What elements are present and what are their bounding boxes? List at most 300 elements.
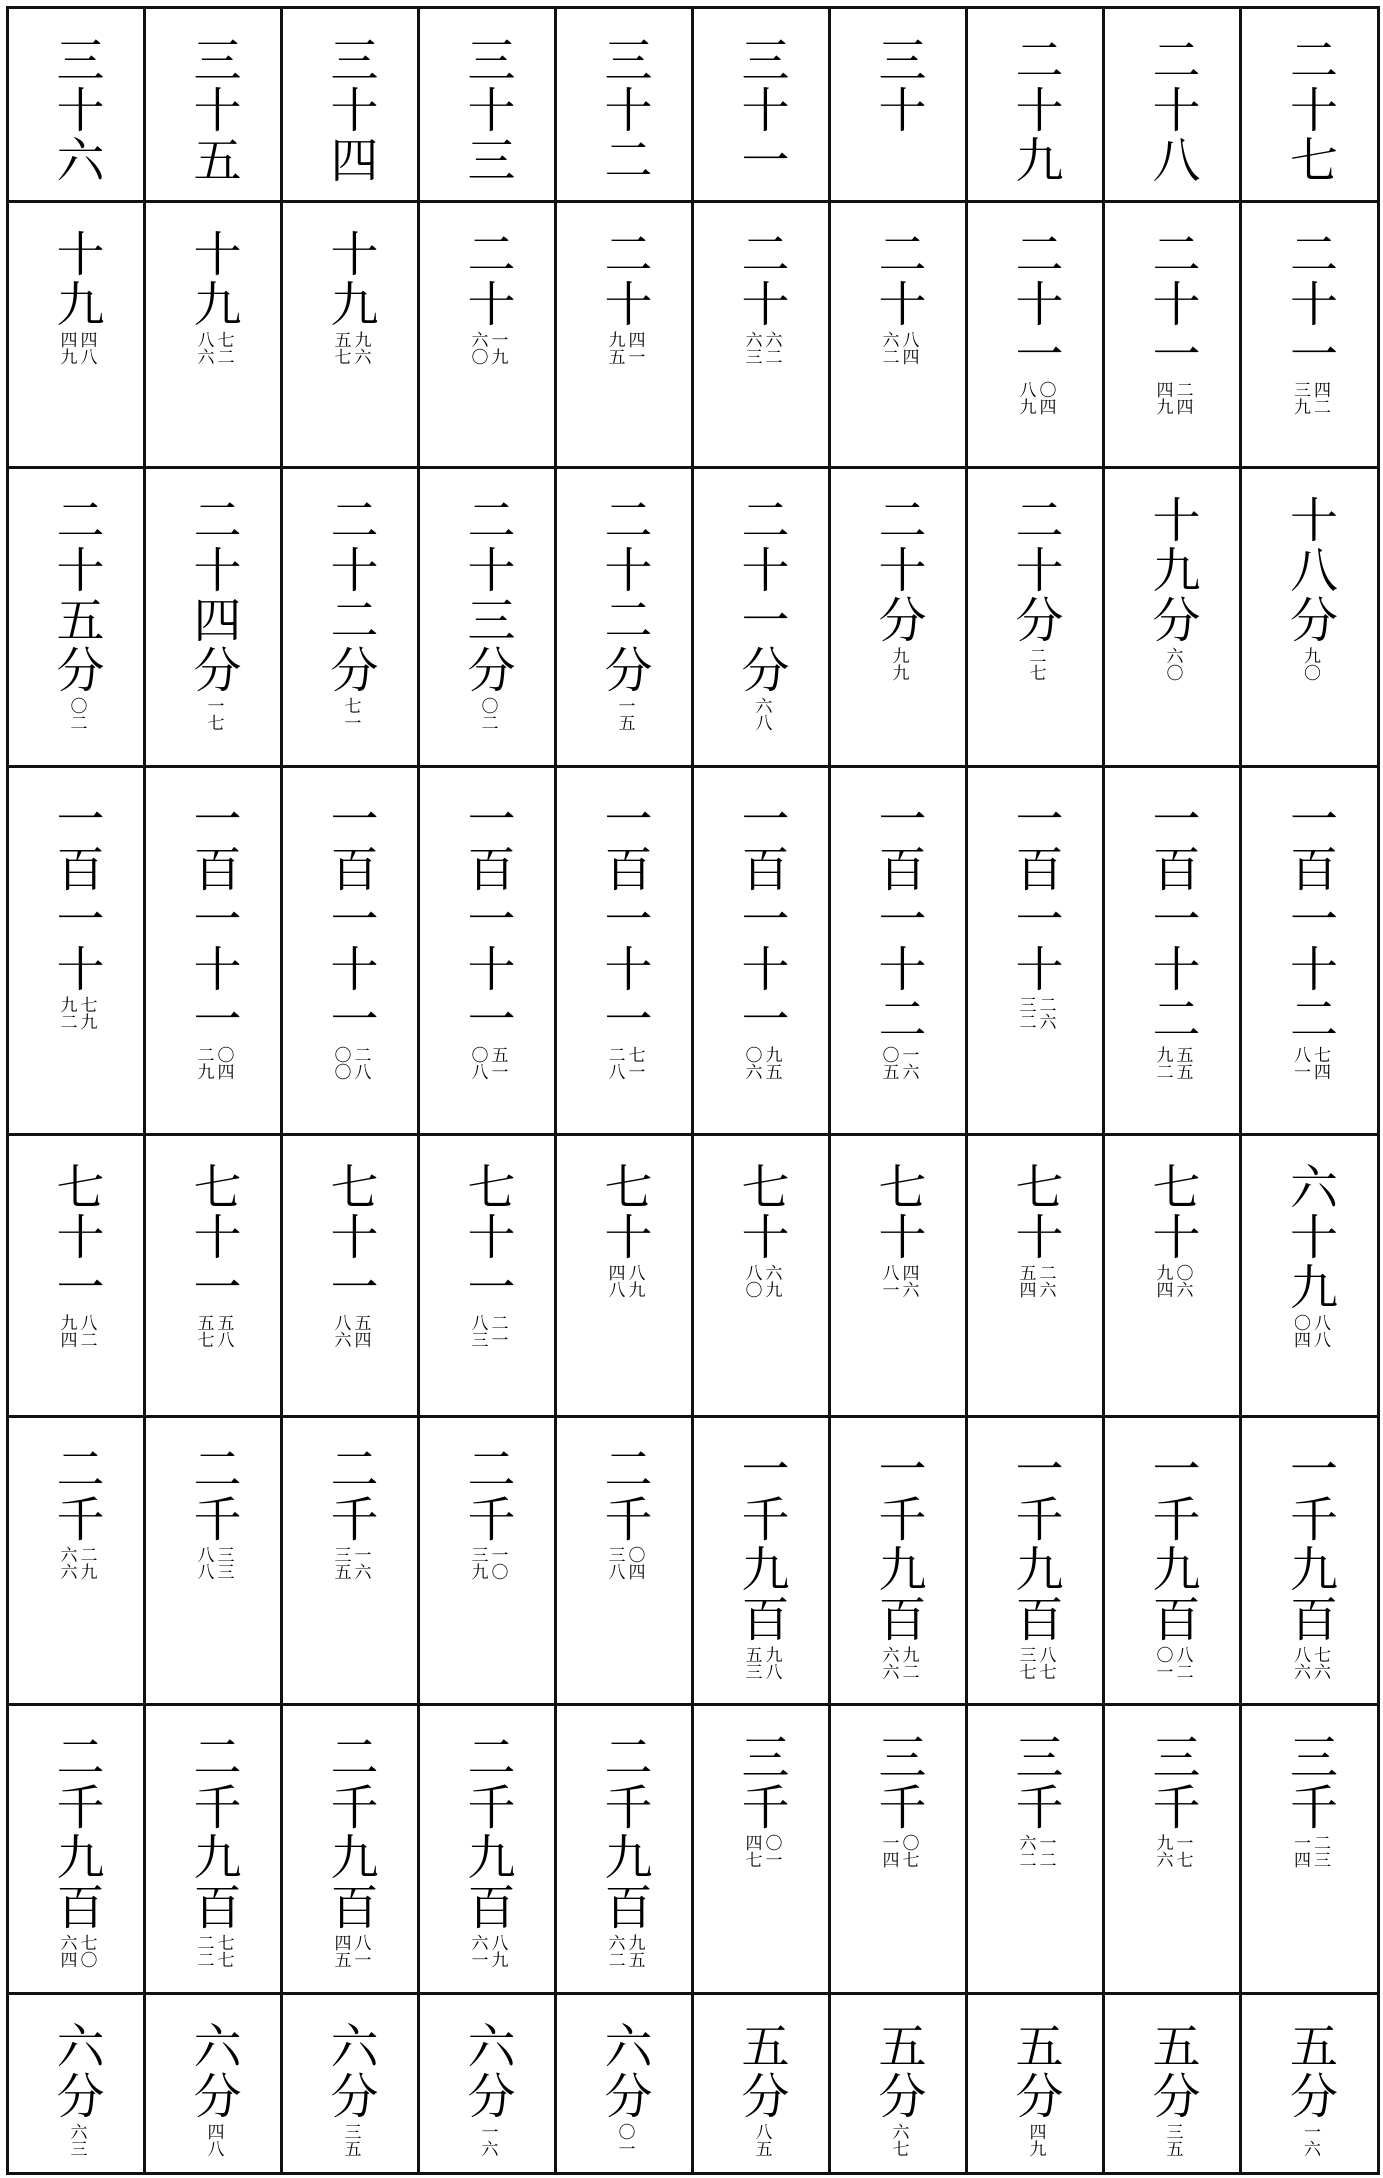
cell-content [968, 469, 1102, 681]
table-cell [282, 1135, 419, 1417]
cell-fraction-digits: 三九 [1290, 381, 1310, 415]
cell-fraction-digits: 八六 [1290, 1646, 1310, 1680]
cell-content [420, 1706, 554, 1968]
cell-fraction-digits: 四九 [1025, 2123, 1046, 2157]
cell-main-text: 七十一 [322, 1162, 378, 1312]
cell-fraction [616, 697, 633, 731]
cell-content [1242, 9, 1377, 185]
cell-fraction-digits: 一九 [487, 331, 508, 365]
table-cell [8, 1135, 145, 1417]
cell-content [420, 9, 554, 185]
table-cell [693, 1994, 830, 2174]
cell-fraction-digits: 八一 [878, 1264, 899, 1298]
cell-main-text: 三十 [870, 35, 926, 135]
cell-fraction-digits: 二二 [193, 1934, 214, 1968]
cell-fraction-digits: 九六 [1152, 1834, 1173, 1868]
cell-content [9, 768, 143, 1030]
cell-fraction-digits: 〇六 [1172, 1264, 1193, 1298]
cell-content [694, 9, 828, 185]
table-cell [282, 1417, 419, 1705]
cell-fraction-digits: 五四 [1015, 1264, 1036, 1298]
table-row [8, 1994, 1379, 2174]
cell-fraction-digits: 五七 [330, 331, 351, 365]
cell-main-text: 三千 [733, 1732, 789, 1832]
cell-main-text: 五分 [1144, 2021, 1200, 2121]
cell-fraction-digits: 六七 [888, 2123, 909, 2157]
table-row [8, 1135, 1379, 1417]
cell-content [283, 768, 417, 1080]
table-cell [1104, 8, 1241, 202]
table-cell [1104, 202, 1241, 468]
cell-main-text: 二十五分 [48, 495, 104, 695]
cell-content [283, 1418, 417, 1580]
cell-content [694, 768, 828, 1080]
cell-content [831, 469, 965, 681]
table-cell [1241, 8, 1379, 202]
cell-fraction-digits: 九二 [1152, 1046, 1173, 1080]
cell-content [1105, 1136, 1239, 1298]
cell-fraction [1301, 2123, 1318, 2157]
cell-fraction-digits: 五四 [350, 1314, 371, 1348]
cell-content [694, 1418, 828, 1680]
cell-content [9, 9, 143, 185]
cell-main-text: 二千九百 [596, 1732, 652, 1932]
cell-content [420, 768, 554, 1080]
cell-fraction [205, 697, 222, 731]
cell-fraction-digits: 九四 [1152, 1264, 1173, 1298]
cell-fraction-digits: 七四 [1310, 1046, 1330, 1080]
cell-content [694, 469, 828, 731]
cell-fraction [195, 1546, 232, 1580]
cell-main-text: 二十四分 [185, 495, 241, 695]
cell-main-text: 七十 [870, 1162, 926, 1262]
cell-content [968, 768, 1102, 1030]
table-cell [282, 767, 419, 1135]
cell-fraction-digits: 六二 [1015, 1834, 1036, 1868]
cell-fraction-digits: 八三 [467, 1314, 488, 1348]
table-cell [8, 1994, 145, 2174]
cell-content [283, 9, 417, 185]
cell-fraction [1017, 1646, 1054, 1680]
cell-main-text: 七十 [1144, 1162, 1200, 1262]
table-cell [1241, 1994, 1379, 2174]
table-cell [8, 202, 145, 468]
table-cell [967, 8, 1104, 202]
cell-fraction [332, 1314, 369, 1348]
table-cell [830, 767, 967, 1135]
cell-content [557, 469, 691, 731]
cell-content [968, 9, 1102, 185]
cell-main-text: 三十二 [596, 35, 652, 185]
cell-fraction-digits: 七一 [624, 1046, 645, 1080]
cell-main-text: 二千九百 [48, 1732, 104, 1932]
table-cell [145, 1994, 282, 2174]
cell-fraction [58, 331, 95, 365]
cell-content [1242, 469, 1377, 681]
cell-main-text: 一百一十二 [870, 794, 926, 1044]
cell-fraction [743, 331, 780, 365]
cell-fraction-digits: 六二 [604, 1934, 625, 1968]
cell-fraction-digits: 四五 [330, 1934, 351, 1968]
cell-fraction [880, 331, 917, 365]
cell-fraction [332, 331, 369, 365]
cell-main-text: 二十一 [1281, 229, 1338, 379]
table-cell [145, 8, 282, 202]
cell-fraction-digits: 一七 [203, 697, 224, 731]
cell-content [1105, 203, 1239, 415]
cell-fraction [479, 697, 496, 731]
cell-fraction-digits: 七九 [76, 996, 97, 1030]
cell-fraction-digits: 九九 [888, 647, 909, 681]
cell-content [694, 1995, 828, 2157]
cell-main-text: 二十二分 [322, 495, 378, 695]
cell-fraction-digits: 三五 [330, 1546, 351, 1580]
cell-content [831, 1706, 965, 1868]
table-cell [282, 1705, 419, 1994]
cell-fraction-digits: 〇七 [898, 1834, 919, 1868]
cell-content [283, 1706, 417, 1968]
cell-fraction-digits: 五五 [1172, 1046, 1193, 1080]
cell-fraction-digits: 〇四 [1290, 1314, 1310, 1348]
cell-fraction-digits: 七〇 [76, 1934, 97, 1968]
cell-main-text: 七十 [1007, 1162, 1063, 1262]
cell-fraction-digits: 四八 [76, 331, 97, 365]
cell-fraction-digits: 六三 [741, 331, 762, 365]
table-cell [419, 1994, 556, 2174]
cell-fraction [332, 1934, 369, 1968]
cell-fraction [58, 1934, 95, 1968]
cell-main-text: 三十五 [185, 35, 241, 185]
cell-fraction-digits: 一六 [477, 2123, 498, 2157]
cell-fraction-digits: 三三 [213, 1546, 234, 1580]
table-cell [1241, 767, 1379, 1135]
cell-content [9, 203, 143, 365]
cell-fraction [1301, 647, 1318, 681]
cell-fraction-digits: 四七 [741, 1834, 762, 1868]
cell-content [9, 1136, 143, 1348]
table-cell [693, 1705, 830, 1994]
cell-fraction [880, 1646, 917, 1680]
table-cell [693, 8, 830, 202]
cell-content [420, 1418, 554, 1580]
cell-main-text: 三千 [1007, 1732, 1063, 1832]
table-cell [830, 468, 967, 767]
cell-content [420, 1136, 554, 1348]
cell-fraction [195, 1934, 232, 1968]
cell-fraction-digits: 八一 [1290, 1046, 1310, 1080]
cell-fraction [606, 1546, 643, 1580]
cell-fraction [479, 2123, 496, 2157]
cell-main-text: 二十 [596, 229, 652, 329]
cell-content [1242, 1418, 1377, 1680]
cell-content [968, 203, 1102, 415]
cell-main-text: 三千 [1144, 1732, 1200, 1832]
cell-main-text: 十八分 [1281, 495, 1338, 645]
cell-main-text: 二千九百 [185, 1732, 241, 1932]
cell-fraction-digits: 〇一 [614, 2123, 635, 2157]
cell-main-text: 二十九 [1007, 35, 1063, 185]
cell-main-text: 五分 [1007, 2021, 1063, 2121]
table-cell [1104, 1417, 1241, 1705]
cell-fraction [469, 1314, 506, 1348]
cell-fraction-digits: 七七 [213, 1934, 234, 1968]
cell-content [557, 1418, 691, 1580]
cell-content [146, 1706, 280, 1968]
cell-fraction-digits: 二九 [193, 1046, 214, 1080]
cell-fraction [606, 1264, 643, 1298]
table-row [8, 8, 1379, 202]
cell-main-text: 一千九百 [1144, 1444, 1200, 1644]
cell-main-text: 二十七 [1281, 35, 1338, 185]
cell-fraction-digits: 四八 [203, 2123, 224, 2157]
table-cell [693, 1417, 830, 1705]
cell-fraction-digits: 〇六 [741, 1046, 762, 1080]
cell-main-text: 一千九百 [870, 1444, 926, 1644]
table-cell [830, 202, 967, 468]
table-cell [556, 468, 693, 767]
cell-main-text: 二十 [459, 229, 515, 329]
cell-main-text: 一百一十 [48, 794, 104, 994]
cell-fraction-digits: 七六 [1310, 1646, 1330, 1680]
cell-fraction-digits: 八七 [1035, 1646, 1056, 1680]
cell-fraction-digits: 七一 [340, 697, 361, 731]
table-cell [693, 202, 830, 468]
almanac-table [6, 6, 1380, 2175]
cell-fraction-digits: 四六 [898, 1264, 919, 1298]
cell-main-text: 一百一十二 [1281, 794, 1338, 1044]
cell-fraction-digits: 五一 [487, 1046, 508, 1080]
cell-fraction [1164, 2123, 1181, 2157]
cell-fraction-digits: 五三 [741, 1646, 762, 1680]
cell-fraction-digits: 八六 [193, 331, 214, 365]
cell-fraction-digits: 八二 [76, 1314, 97, 1348]
cell-main-text: 二十 [733, 229, 789, 329]
cell-content [1242, 203, 1377, 415]
cell-main-text: 二十三分 [459, 495, 515, 695]
cell-fraction [1154, 1646, 1191, 1680]
cell-fraction-digits: 三二 [1015, 996, 1036, 1030]
cell-main-text: 一百一十 [1007, 794, 1063, 994]
table-cell [1241, 1417, 1379, 1705]
cell-main-text: 三千 [870, 1732, 926, 1832]
table-cell [830, 1417, 967, 1705]
table-cell [556, 1994, 693, 2174]
cell-content [420, 469, 554, 731]
cell-fraction-digits: 九二 [898, 1646, 919, 1680]
table-row [8, 202, 1379, 468]
cell-content [831, 768, 965, 1080]
cell-fraction [469, 1546, 506, 1580]
cell-main-text: 三千 [1281, 1732, 1338, 1832]
cell-main-text: 六十九 [1281, 1162, 1338, 1312]
cell-main-text: 二千九百 [322, 1732, 378, 1932]
cell-content [831, 9, 965, 135]
cell-content [146, 1418, 280, 1580]
cell-fraction-digits: 九四 [56, 1314, 77, 1348]
table-cell [145, 468, 282, 767]
cell-fraction-digits: 二三 [1310, 1834, 1330, 1868]
cell-fraction [880, 1264, 917, 1298]
table-cell [830, 1705, 967, 1994]
cell-content [831, 1136, 965, 1298]
cell-fraction [890, 2123, 907, 2157]
cell-content [831, 1418, 965, 1680]
table-cell [145, 767, 282, 1135]
table-cell [145, 202, 282, 468]
table-cell [1104, 1135, 1241, 1417]
cell-fraction-digits: 〇〇 [330, 1046, 351, 1080]
cell-fraction-digits: 六〇 [1162, 647, 1183, 681]
table-cell [1241, 1705, 1379, 1994]
cell-fraction-digits: 九二 [56, 996, 77, 1030]
cell-main-text: 一百一十二 [1144, 794, 1200, 1044]
cell-main-text: 二千 [322, 1444, 378, 1544]
cell-fraction-digits: 六二 [761, 331, 782, 365]
cell-fraction [1291, 1646, 1328, 1680]
cell-main-text: 二十 [870, 229, 926, 329]
cell-content [968, 1706, 1102, 1868]
table-cell [1104, 468, 1241, 767]
cell-fraction-digits: 八五 [751, 2123, 772, 2157]
table-cell [8, 767, 145, 1135]
cell-fraction [880, 1834, 917, 1868]
cell-fraction [1017, 1264, 1054, 1298]
cell-fraction-digits: 一六 [898, 1046, 919, 1080]
cell-content [831, 203, 965, 365]
cell-content [9, 1418, 143, 1580]
cell-main-text: 二千 [596, 1444, 652, 1544]
table-cell [693, 1135, 830, 1417]
table-cell [419, 468, 556, 767]
cell-main-text: 一千九百 [1007, 1444, 1063, 1644]
cell-main-text: 一千九百 [1281, 1444, 1338, 1644]
cell-fraction-digits: 四一 [624, 331, 645, 365]
cell-fraction [1154, 1264, 1191, 1298]
cell-fraction-digits: 八八 [1310, 1314, 1330, 1348]
cell-fraction-digits: 一四 [1290, 1834, 1310, 1868]
cell-fraction-digits: 三九 [467, 1546, 488, 1580]
cell-fraction-digits: 一四 [878, 1834, 899, 1868]
cell-fraction-digits: 〇四 [213, 1046, 234, 1080]
cell-main-text: 一百一十一 [185, 794, 241, 1044]
cell-main-text: 二千 [185, 1444, 241, 1544]
cell-fraction [1017, 1834, 1054, 1868]
cell-fraction-digits: 六一 [467, 1934, 488, 1968]
cell-content [968, 1418, 1102, 1680]
cell-main-text: 一百一十一 [733, 794, 789, 1044]
cell-fraction [469, 331, 506, 365]
cell-content [146, 469, 280, 731]
cell-fraction [342, 2123, 359, 2157]
cell-fraction-digits: 〇四 [624, 1546, 645, 1580]
cell-content [146, 9, 280, 185]
table-cell [419, 202, 556, 468]
cell-main-text: 二十八 [1144, 35, 1200, 185]
cell-fraction [890, 647, 907, 681]
cell-fraction [68, 2123, 85, 2157]
cell-fraction-digits: 〇八 [467, 1046, 488, 1080]
cell-fraction-digits: 七二 [213, 331, 234, 365]
cell-fraction-digits: 八六 [330, 1314, 351, 1348]
cell-content [9, 1706, 143, 1968]
cell-fraction-digits: 〇五 [878, 1046, 899, 1080]
cell-fraction-digits: 九〇 [1300, 647, 1320, 681]
cell-fraction [205, 2123, 222, 2157]
cell-content [283, 469, 417, 731]
cell-fraction-digits: 六九 [761, 1264, 782, 1298]
cell-fraction [342, 697, 359, 731]
cell-main-text: 六分 [185, 2021, 241, 2121]
cell-fraction-digits: 六〇 [467, 331, 488, 365]
cell-main-text: 十九 [48, 229, 104, 329]
cell-content [557, 9, 691, 185]
table-cell [419, 8, 556, 202]
cell-content [557, 1995, 691, 2157]
cell-fraction-digits: 四九 [1152, 381, 1173, 415]
cell-fraction-digits: 〇一 [761, 1834, 782, 1868]
cell-fraction [743, 1834, 780, 1868]
cell-fraction-digits: 六六 [878, 1646, 899, 1680]
cell-fraction [743, 1264, 780, 1298]
cell-fraction [1154, 1834, 1191, 1868]
cell-main-text: 十九分 [1144, 495, 1200, 645]
table-cell [556, 767, 693, 1135]
cell-content [283, 203, 417, 365]
cell-main-text: 二十分 [870, 495, 926, 645]
cell-content [146, 1995, 280, 2157]
cell-content [694, 1136, 828, 1298]
table-cell [282, 202, 419, 468]
cell-fraction-digits: 〇四 [1035, 381, 1056, 415]
cell-fraction [195, 1314, 232, 1348]
cell-fraction [1291, 381, 1328, 415]
cell-fraction-digits: 九五 [761, 1046, 782, 1080]
cell-main-text: 七十一 [459, 1162, 515, 1312]
cell-fraction-digits: 九五 [604, 331, 625, 365]
cell-main-text: 一百一十一 [596, 794, 652, 1044]
cell-content [146, 203, 280, 365]
table-cell [967, 767, 1104, 1135]
cell-content [420, 1995, 554, 2157]
cell-fraction [1017, 381, 1054, 415]
cell-fraction-digits: 二八 [350, 1046, 371, 1080]
cell-content [146, 1136, 280, 1348]
cell-main-text: 三十一 [733, 35, 789, 185]
cell-fraction-digits: 三八 [604, 1546, 625, 1580]
cell-fraction-digits: 四九 [56, 331, 77, 365]
table-cell [8, 1705, 145, 1994]
cell-fraction [58, 1314, 95, 1348]
cell-fraction [880, 1046, 917, 1080]
cell-fraction [469, 1046, 506, 1080]
table-cell [419, 1705, 556, 1994]
cell-fraction-digits: 六四 [56, 1934, 77, 1968]
table-cell [282, 8, 419, 202]
cell-fraction [1027, 647, 1044, 681]
cell-fraction-digits: 八四 [898, 331, 919, 365]
cell-fraction-digits: 一六 [1300, 2123, 1320, 2157]
cell-main-text: 七十 [596, 1162, 652, 1262]
cell-fraction-digits: 一二 [1035, 1834, 1056, 1868]
cell-fraction-digits: 二八 [604, 1046, 625, 1080]
table-cell [830, 1135, 967, 1417]
cell-content [9, 469, 143, 731]
cell-fraction-digits: 二九 [76, 1546, 97, 1580]
cell-content [557, 768, 691, 1080]
cell-main-text: 六分 [48, 2021, 104, 2121]
cell-main-text: 三十三 [459, 35, 515, 185]
table-cell [967, 202, 1104, 468]
